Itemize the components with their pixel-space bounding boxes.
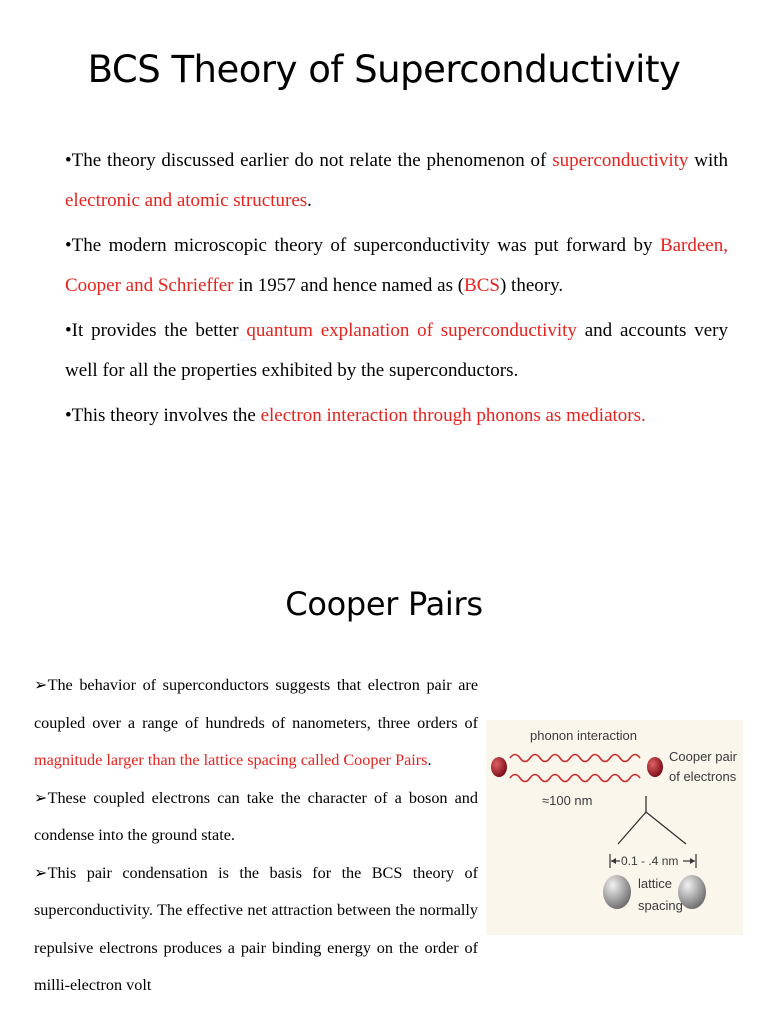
phonon-interaction-label: phonon interaction bbox=[530, 728, 637, 743]
highlight-text: Bardeen, Cooper and Schrieffer bbox=[65, 235, 728, 296]
highlight-text: superconductivity bbox=[552, 150, 689, 171]
highlight-text: quantum explanation of superconductivity bbox=[246, 320, 577, 341]
cooper-paragraph-1: ➢The behavior of superconductors suggests that electron pair are coupled over a range of hundreds of nanometers, three orders of magnitude larger than the lattice spacing called Cooper Pairs. bbox=[34, 676, 478, 769]
distance-label: ≈100 nm bbox=[542, 793, 593, 808]
lattice-label: lattice bbox=[638, 876, 672, 891]
lattice-spacing-value: 0.1 - .4 nm bbox=[621, 854, 679, 868]
cooper-text-block bbox=[34, 667, 478, 1005]
highlight-text: electronic and atomic structures bbox=[65, 190, 308, 211]
cooper-pair-svg bbox=[486, 720, 743, 935]
highlight-text: magnitude larger than the lattice spacing called Cooper Pairs bbox=[34, 751, 428, 769]
branch-right bbox=[646, 812, 686, 844]
lattice-ion-left-icon bbox=[603, 875, 631, 909]
cooper-paragraph-2: ➢These coupled electrons can take the character of a boson and condense into the ground state. bbox=[34, 788, 478, 844]
arrow-right-icon bbox=[690, 858, 695, 864]
spacing-label: spacing bbox=[638, 898, 683, 913]
branch-left bbox=[618, 812, 646, 844]
bcs-paragraph-2: •The modern microscopic theory of superconductivity was put forward by Bardeen, Cooper and Schrieffer in 1957 and hence named as (BCS) theory. bbox=[65, 235, 728, 296]
highlight-text: BCS bbox=[464, 275, 500, 296]
arrow-left-icon bbox=[611, 858, 616, 864]
bcs-text-block bbox=[65, 141, 728, 441]
electron-right-icon bbox=[647, 757, 663, 777]
cooper-pair-label: Cooper pair bbox=[669, 749, 737, 764]
cooper-paragraph-3: ➢This pair condensation is the basis for the BCS theory of superconductivity. The effective net attraction between the normally repulsive electrons produces a pair binding energy on the order of milli-electron volt bbox=[34, 863, 478, 994]
slide-title-bcs: BCS Theory of Superconductivity bbox=[87, 48, 681, 91]
phonon-wave-lower bbox=[510, 775, 640, 782]
slide-title-cooper-pairs: Cooper Pairs bbox=[285, 585, 483, 623]
electron-left-icon bbox=[491, 757, 507, 777]
highlight-text: electron interaction through phonons as mediators. bbox=[260, 405, 646, 426]
bcs-paragraph-4: •This theory involves the electron interaction through phonons as mediators. bbox=[65, 405, 646, 426]
bcs-paragraph-1: •The theory discussed earlier do not relate the phenomenon of superconductivity with electronic and atomic structures. bbox=[65, 150, 729, 211]
bcs-paragraph-3: •It provides the better quantum explanation of superconductivity and accounts very well for all the properties exhibited by the superconductors. bbox=[65, 320, 728, 381]
phonon-wave-upper bbox=[510, 755, 640, 762]
cooper-pair-label-2: of electrons bbox=[669, 769, 737, 784]
cooper-pair-diagram bbox=[486, 720, 743, 935]
